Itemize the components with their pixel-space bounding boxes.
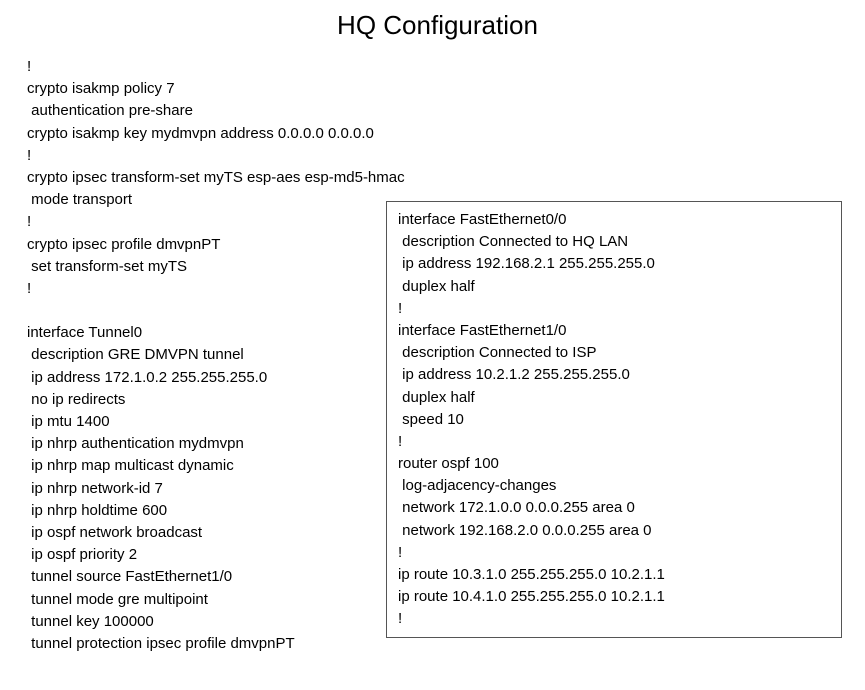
config-line: crypto ipsec profile dmvpnPT [27,235,221,253]
crypto-tunnel-config [27,56,405,655]
config-line: ip address 10.2.1.2 255.255.255.0 [398,366,630,384]
config-line: ! [27,279,32,297]
config-line: ip route 10.3.1.0 255.255.255.0 10.2.1.1 [398,566,665,583]
config-line: ! [398,543,403,561]
page-title: HQ Configuration [337,10,538,40]
config-line: log-adjacency-changes [398,477,557,495]
config-line: ! [398,432,403,450]
config-line: ip ospf priority 2 [27,546,138,564]
config-line: description Connected to ISP [398,344,597,362]
config-line: ip address 192.168.2.1 255.255.255.0 [398,255,655,273]
config-line: description Connected to HQ LAN [398,233,629,251]
config-line: ! [27,146,32,164]
config-line: duplex half [398,388,475,406]
config-line: duplex half [398,277,475,295]
config-line: ip route 10.4.1.0 255.255.255.0 10.2.1.1 [398,588,665,606]
config-line: router ospf 100 [398,455,499,473]
config-line: network 192.168.2.0 0.0.0.255 area 0 [398,521,652,539]
config-line: interface Tunnel0 [27,324,143,342]
config-line: tunnel source FastEthernet1/0 [27,568,233,586]
config-line: ip nhrp network-id 7 [27,479,163,497]
interface-routing-config [398,209,665,631]
config-line: authentication pre-share [27,102,193,120]
config-line: tunnel protection ipsec profile dmvpnPT [27,634,295,652]
config-line: mode transport [27,191,133,209]
config-line: crypto isakmp key mydmvpn address 0.0.0.0 0.0.0.0 [27,124,374,142]
config-line: tunnel key 100000 [27,612,154,630]
config-line: speed 10 [398,410,464,428]
config-line: set transform-set myTS [27,257,188,275]
config-line: ip nhrp authentication mydmvpn [27,435,244,453]
config-line: ip nhrp map multicast dynamic [27,457,234,475]
config-line: description GRE DMVPN tunnel [27,346,244,364]
config-line: ! [398,610,403,628]
config-line: ip ospf network broadcast [27,523,203,541]
config-line [27,300,405,322]
config-line: ! [398,299,403,317]
config-line: ip mtu 1400 [27,413,110,430]
config-line: ! [27,58,32,75]
config-line: ! [27,213,32,231]
config-line: no ip redirects [27,390,126,408]
config-line: interface FastEthernet0/0 [398,211,567,228]
config-line: interface FastEthernet1/0 [398,321,567,339]
config-line: ip address 172.1.0.2 255.255.255.0 [27,368,268,386]
config-line: ip nhrp holdtime 600 [27,501,168,519]
config-line: crypto ipsec transform-set myTS esp-aes esp-md5-hmac [27,168,405,186]
config-line: tunnel mode gre multipoint [27,590,208,608]
config-line: crypto isakmp policy 7 [27,80,175,98]
config-line: network 172.1.0.0 0.0.0.255 area 0 [398,499,635,517]
